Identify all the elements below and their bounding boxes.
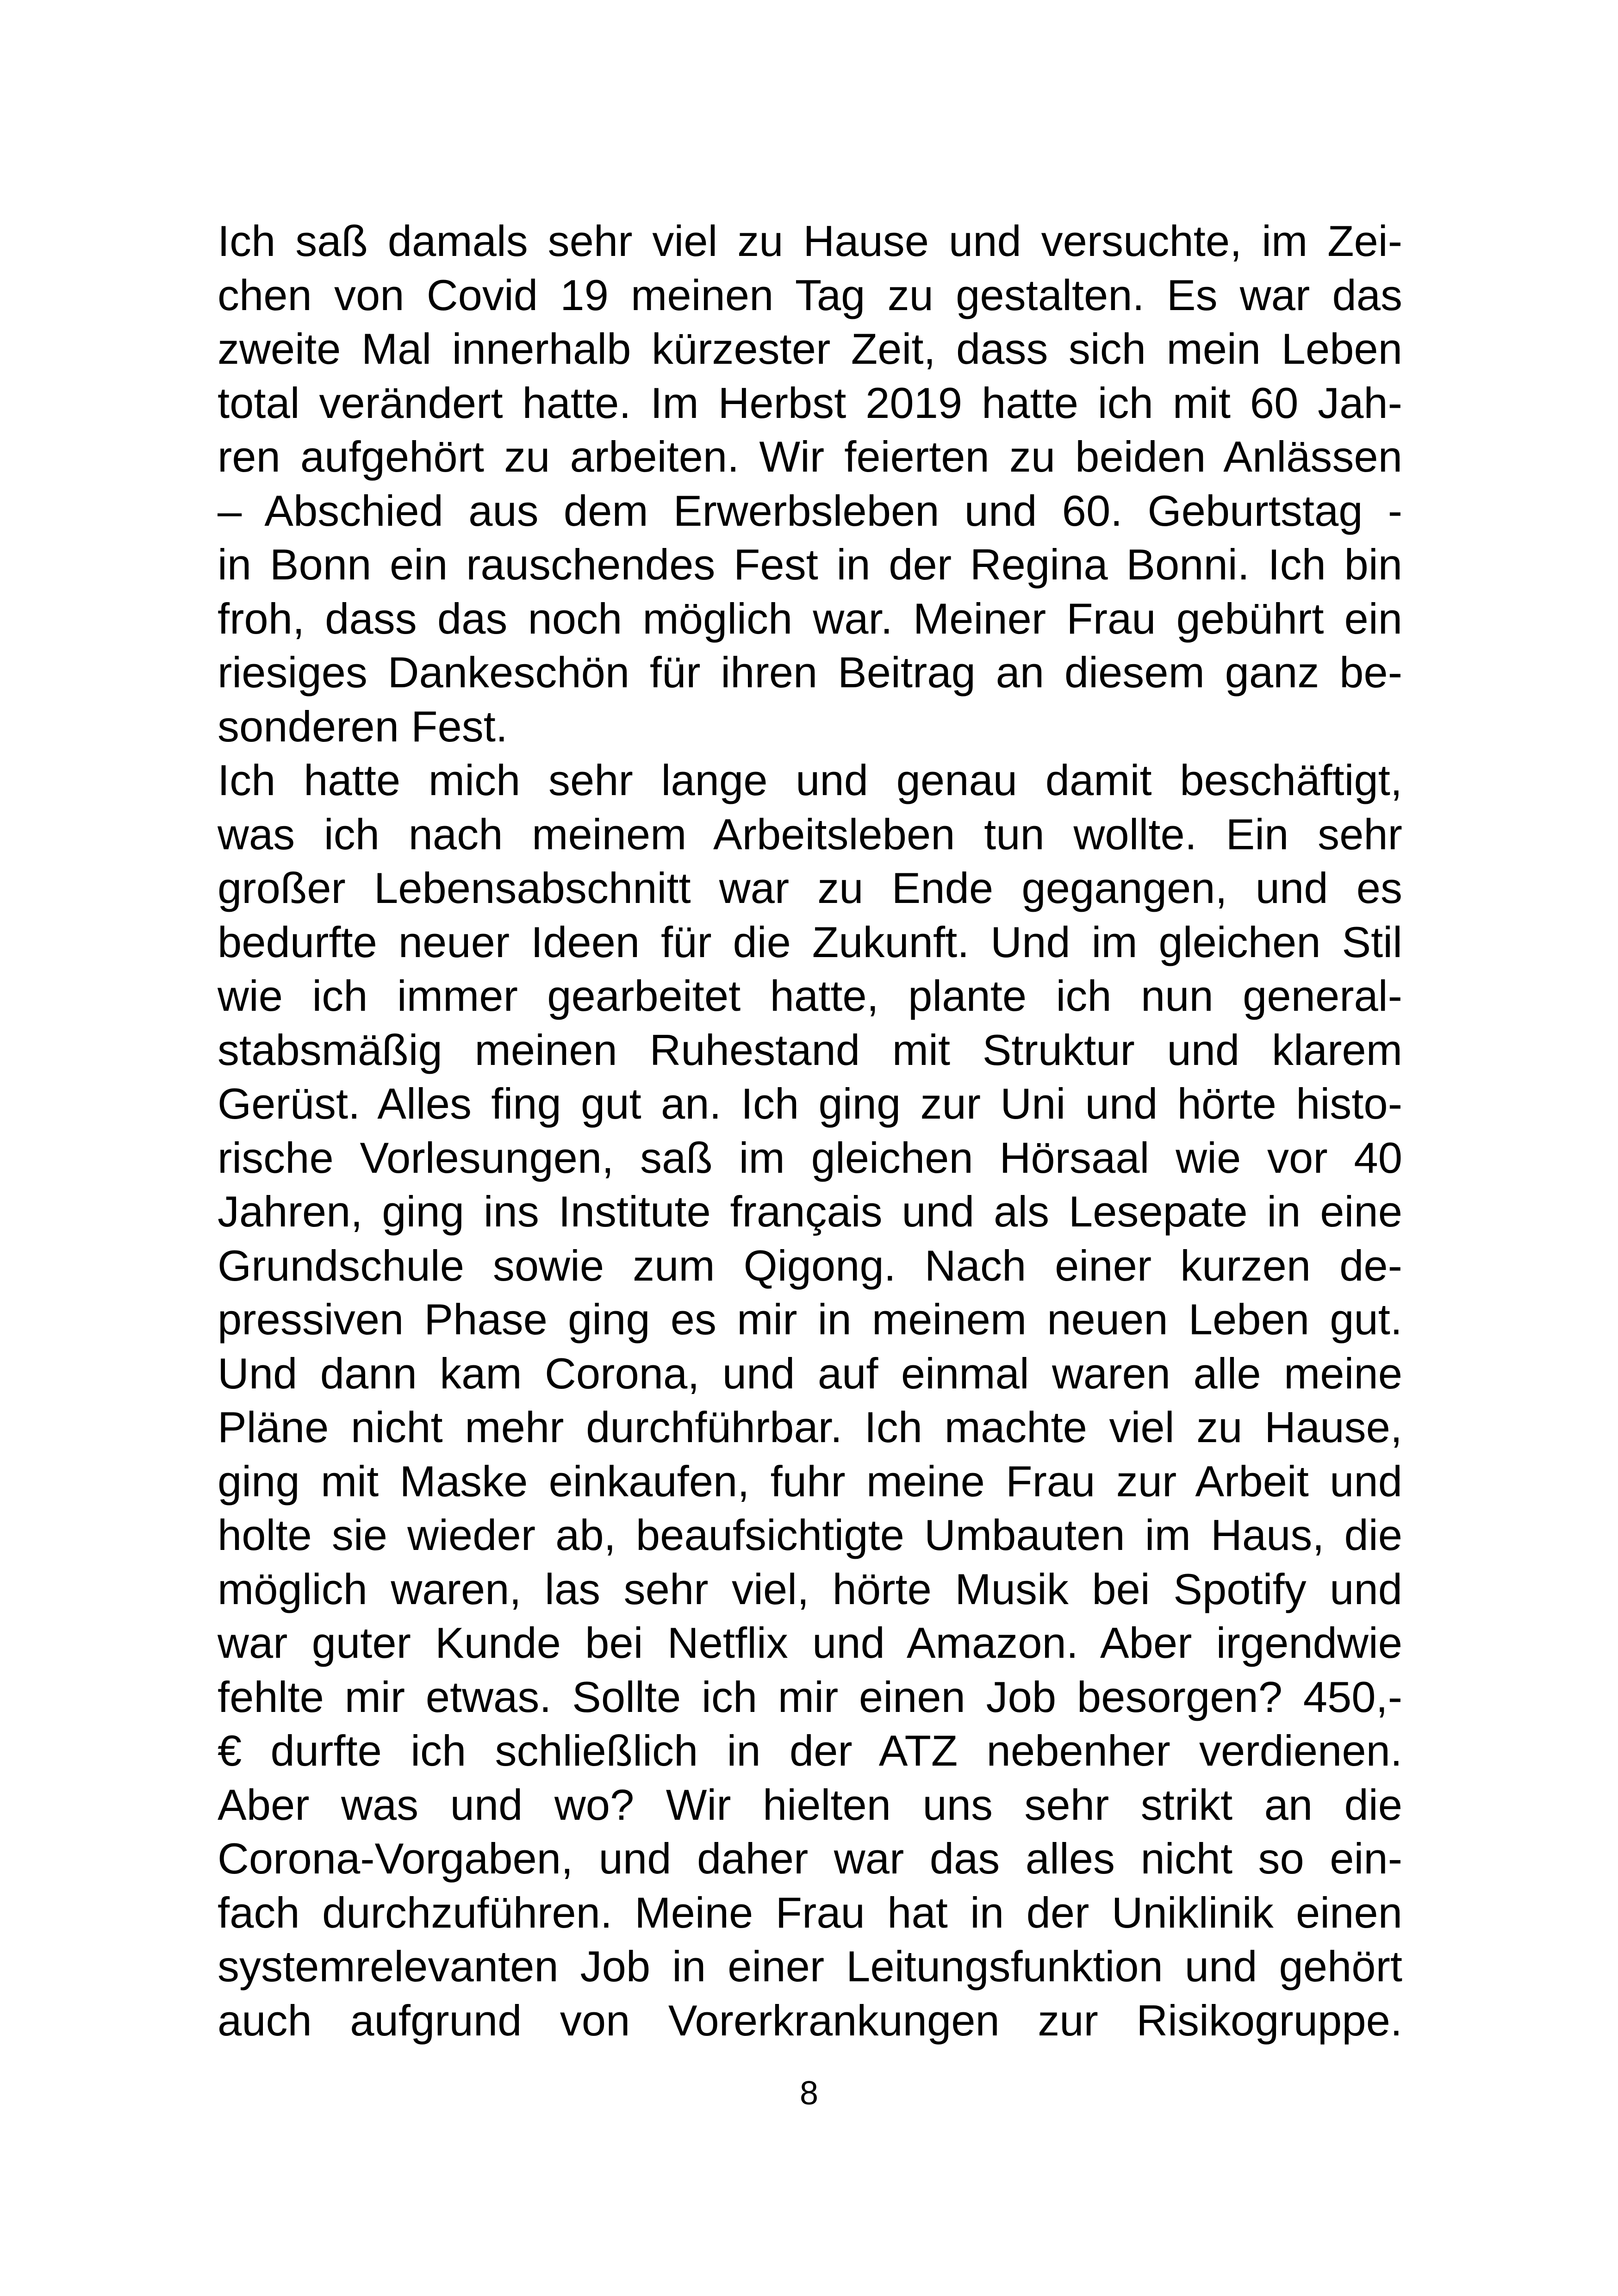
text-line: was ich nach meinem Arbeitsleben tun wollte. Ein sehr [218,809,1402,859]
text-line: Aber was und wo? Wir hielten uns sehr strikt an die [218,1780,1402,1829]
text-line: riesiges Dankeschön für ihren Beitrag an diesem ganz be- [218,648,1402,697]
text-line: zweite Mal innerhalb kürzester Zeit, dass sich mein Leben [218,324,1402,373]
paragraph [218,753,1402,2047]
text-line: Corona-Vorgaben, und daher war das alles nicht so ein- [218,1834,1402,1883]
text-line: systemrelevanten Job in einer Leitungsfunktion und gehört [218,1942,1402,1991]
text-line: Und dann kam Corona, und auf einmal waren alle meine [218,1349,1402,1398]
text-line: pressiven Phase ging es mir in meinem neuen Leben gut. [218,1295,1402,1344]
text-line: – Abschied aus dem Erwerbsleben und 60. Geburtstag - [218,486,1402,535]
paragraph [218,214,1402,753]
text-line: Ich hatte mich sehr lange und genau damit beschäftigt, [218,756,1402,804]
text-line: wie ich immer gearbeitet hatte, plante ich nun general- [218,971,1402,1020]
body-text [218,214,1402,2047]
text-line: ging mit Maske einkaufen, fuhr meine Frau zur Arbeit und [218,1456,1402,1506]
text-line: Jahren, ging ins Institute français und als Lesepate in eine [218,1187,1402,1236]
text-line: auch aufgrund von Vorerkrankungen zur Risikogruppe. [218,1996,1402,2045]
text-line: möglich waren, las sehr viel, hörte Musik bei Spotify und [218,1564,1402,1613]
text-line: war guter Kunde bei Netflix und Amazon. Aber irgendwie [218,1618,1402,1667]
text-line: Grundschule sowie zum Qigong. Nach einer kurzen de- [218,1241,1402,1290]
text-line: fehlte mir etwas. Sollte ich mir einen Job besorgen? 450,- [218,1672,1402,1721]
page-number: 8 [799,2075,819,2112]
text-line: holte sie wieder ab, beaufsichtigte Umbauten im Haus, die [218,1511,1402,1559]
text-line: bedurfte neuer Ideen für die Zukunft. Und im gleichen Stil [218,917,1402,966]
text-line: Gerüst. Alles fing gut an. Ich ging zur Uni und hörte histo- [218,1079,1402,1128]
text-line: großer Lebensabschnitt war zu Ende gegangen, und es [218,864,1402,912]
text-line: total verändert hatte. Im Herbst 2019 hatte ich mit 60 Jah- [218,378,1402,427]
text-line: sonderen Fest. [218,702,508,751]
text-line: in Bonn ein rauschendes Fest in der Regina Bonni. Ich bin [218,540,1402,589]
text-line: ren aufgehört zu arbeiten. Wir feierten zu beiden Anlässen [218,432,1402,481]
text-line: Pläne nicht mehr durchführbar. Ich machte viel zu Hause, [218,1403,1402,1451]
text-line: fach durchzuführen. Meine Frau hat in der Uniklinik einen [218,1888,1402,1937]
text-line: Ich saß damals sehr viel zu Hause und versuchte, im Zei- [218,217,1402,265]
text-line: € durfte ich schließlich in der ATZ nebenher verdienen. [218,1726,1402,1775]
text-line: rische Vorlesungen, saß im gleichen Hörsaal wie vor 40 [218,1133,1402,1182]
text-line: stabsmäßig meinen Ruhestand mit Struktur und klarem [218,1025,1402,1074]
text-line: froh, dass das noch möglich war. Meiner Frau gebührt ein [218,594,1402,643]
text-line: chen von Covid 19 meinen Tag zu gestalten. Es war das [218,270,1402,319]
